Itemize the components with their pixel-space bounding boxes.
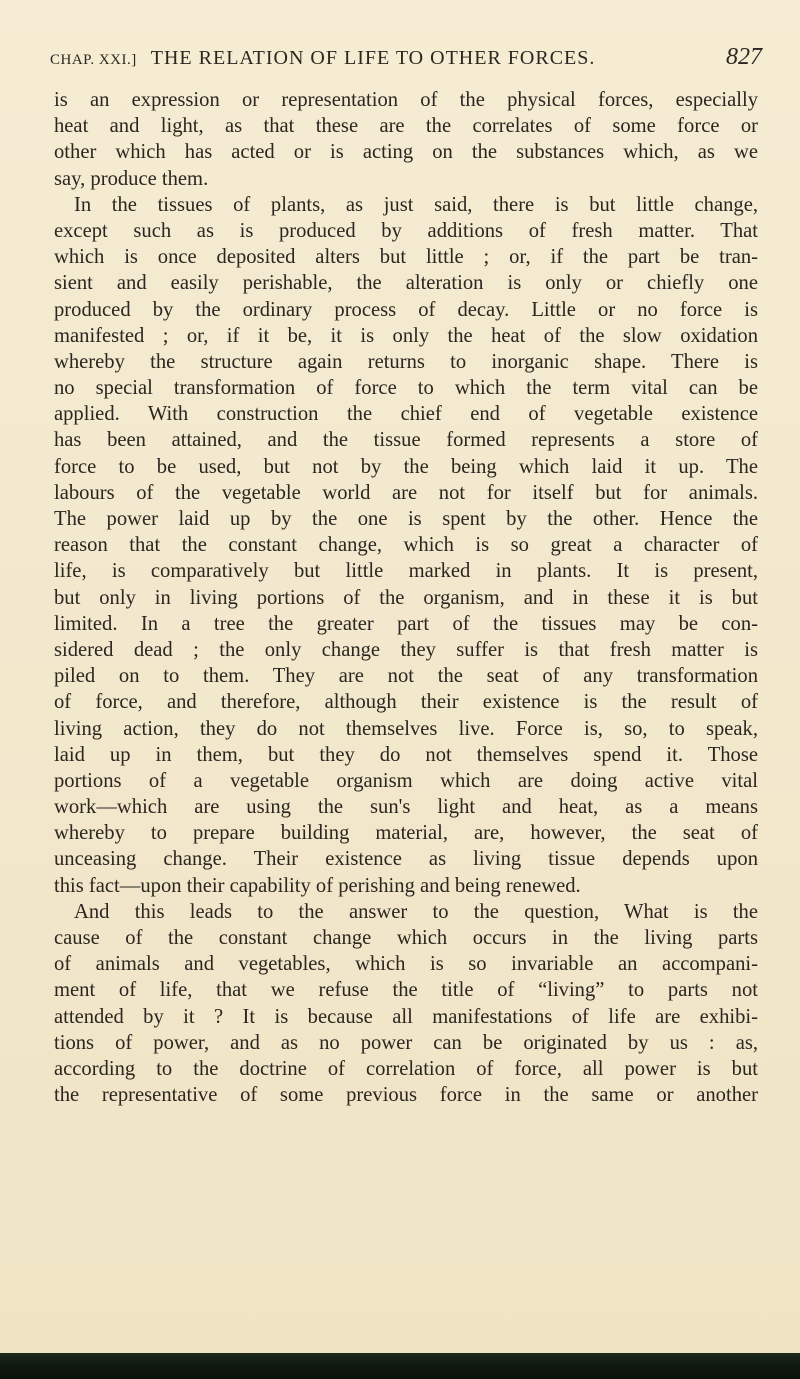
scan-bottom-band — [0, 1353, 800, 1379]
text-line: In the tissues of plants, as just said, there is but little change, — [74, 193, 758, 216]
text-line: living action, they do not themselves live. Force is, so, to speak, — [54, 717, 758, 740]
text-line: sidered dead ; the only change they suffer is that fresh matter is — [54, 638, 758, 661]
text-line: according to the doctrine of correlation of force, all power is but — [54, 1057, 758, 1080]
text-line: but only in living portions of the organism, and in these it is but — [54, 586, 758, 609]
text-line: applied. With construction the chief end of vegetable existence — [54, 403, 758, 426]
text-line: produced by the ordinary process of decay. Little or no force is — [54, 298, 758, 321]
text-line: And this leads to the answer to the question, What is the — [74, 900, 758, 923]
body-text — [54, 87, 758, 1108]
chapter-label: CHAP. XXI.] — [50, 52, 137, 68]
text-line: of force, and therefore, although their existence is the result of — [54, 691, 758, 714]
text-line: no special transformation of force to which the term vital can be — [54, 377, 758, 400]
text-line: work—which are using the sun's light and heat, as a means — [54, 796, 758, 819]
text-line: except such as is produced by additions of fresh matter. That — [54, 219, 758, 242]
text-line: portions of a vegetable organism which are doing active vital — [54, 769, 758, 792]
text-line: limited. In a tree the greater part of the tissues may be con- — [54, 612, 758, 635]
text-line: force to be used, but not by the being which laid it up. The — [54, 455, 758, 478]
page-number: 827 — [726, 44, 762, 70]
text-line: labours of the vegetable world are not for itself but for animals. — [54, 481, 758, 504]
text-line: is an expression or representation of the physical forces, especially — [54, 89, 758, 111]
text-line: heat and light, as that these are the correlates of some force or — [54, 115, 758, 138]
text-line: tions of power, and as no power can be originated by us : as, — [54, 1031, 758, 1054]
text-line: ment of life, that we refuse the title of “living” to parts not — [54, 979, 758, 1002]
text-line: piled on to them. They are not the seat of any transformation — [54, 665, 758, 688]
text-line: The power laid up by the one is spent by the other. Hence the — [54, 508, 758, 530]
text-line: unceasing change. Their existence as living tissue depends upon — [54, 848, 758, 871]
text-line: other which has acted or is acting on the substances which, as we — [54, 141, 758, 164]
text-line: has been attained, and the tissue formed represents a store of — [54, 429, 758, 452]
text-line: attended by it ? It is because all manifestations of life are exhibi- — [54, 1005, 758, 1028]
text-line: whereby to prepare building material, are, however, the seat of — [54, 822, 758, 845]
text-line: life, is comparatively but little marked in plants. It is present, — [54, 560, 758, 583]
text-line: the representative of some previous force in the same or another — [54, 1084, 758, 1107]
text-line: sient and easily perishable, the alteration is only or chiefly one — [54, 272, 758, 295]
text-line: which is once deposited alters but little ; or, if the part be tran- — [54, 246, 758, 269]
text-line: laid up in them, but they do not themselves spend it. Those — [54, 743, 758, 766]
text-line: this fact—upon their capability of perishing and being renewed. — [54, 874, 581, 897]
text-line: cause of the constant change which occurs in the living parts — [54, 927, 758, 949]
text-line: say, produce them. — [54, 167, 209, 190]
text-line: whereby the structure again returns to inorganic shape. There is — [54, 350, 758, 373]
text-line: of animals and vegetables, which is so invariable an accompani- — [54, 953, 758, 976]
running-title: THE RELATION OF LIFE TO OTHER FORCES. — [150, 47, 596, 69]
running-head — [50, 44, 762, 80]
text-line: manifested ; or, if it be, it is only the heat of the slow oxidation — [54, 324, 758, 347]
text-line: reason that the constant change, which is so great a character of — [54, 534, 758, 557]
